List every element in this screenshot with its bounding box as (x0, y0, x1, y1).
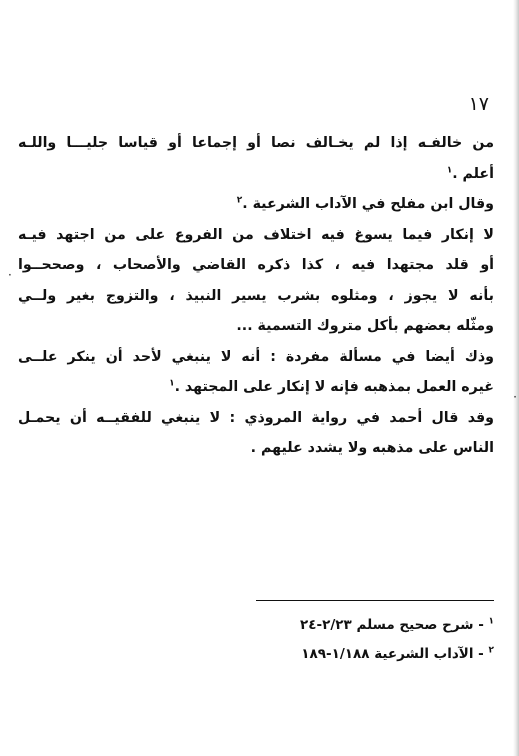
footnote: $^١$ - شرح صحيح مسلم ٢/٢٣-٢٤ (300, 616, 494, 633)
text-line: ومثّله بعضهم بأكل متروك التسمية ... (236, 318, 494, 334)
text-line: غيره العمل بمذهبه فإنه لا إنكار على المجتهد .$^١$ (169, 378, 494, 395)
page-number: ١٧ (468, 93, 489, 115)
footnote-number: ٢ (488, 645, 494, 656)
footnote-number: ١ (488, 616, 494, 627)
text-line: وقال ابن مفلح في الآداب الشرعية .$^٢$ (236, 195, 494, 212)
footnote-ref: ١ (169, 378, 175, 389)
footnote-separator (256, 600, 494, 601)
margin-dot: · (8, 268, 12, 282)
footnotes (250, 611, 494, 669)
scan-edge (513, 0, 519, 756)
text-line: أعلم .$^١$ (446, 164, 494, 182)
text-line: لا إنكار فيما يسوغ فيه اختلاف من الفروع على من اجتهد فيـه (18, 226, 494, 243)
margin-dot: · (513, 390, 517, 404)
text-line: وذك أيضا في مسألة مفردة : أنه لا ينبغي لأحد أن ينكر علــى (18, 348, 494, 365)
text-line: من خالفـه إذا لم يخـالف نصا أو إجماعا أو قياسا جليـــا واللـه (18, 135, 494, 151)
footnote-ref: ٢ (236, 195, 243, 206)
footnote: $^٢$ - الآداب الشرعية ١/١٨٨-١٨٩ (301, 645, 494, 662)
footnote-ref: ١ (446, 164, 453, 175)
text-line: أو قلد مجتهدا فيه ، كذا ذكره القاضي والأصحاب ، وصححــوا (18, 257, 494, 273)
main-text (18, 128, 494, 464)
text-line: وقد قال أحمد في رواية المروذي : لا ينبغي للفقيــه أن يحمـل (18, 409, 494, 426)
text-line: الناس على مذهبه ولا يشدد عليهم . (250, 440, 494, 456)
text-line: بأنه لا يجوز ، ومثلوه بشرب يسير النبيذ ، والتزوج بغير ولــي (18, 287, 494, 304)
